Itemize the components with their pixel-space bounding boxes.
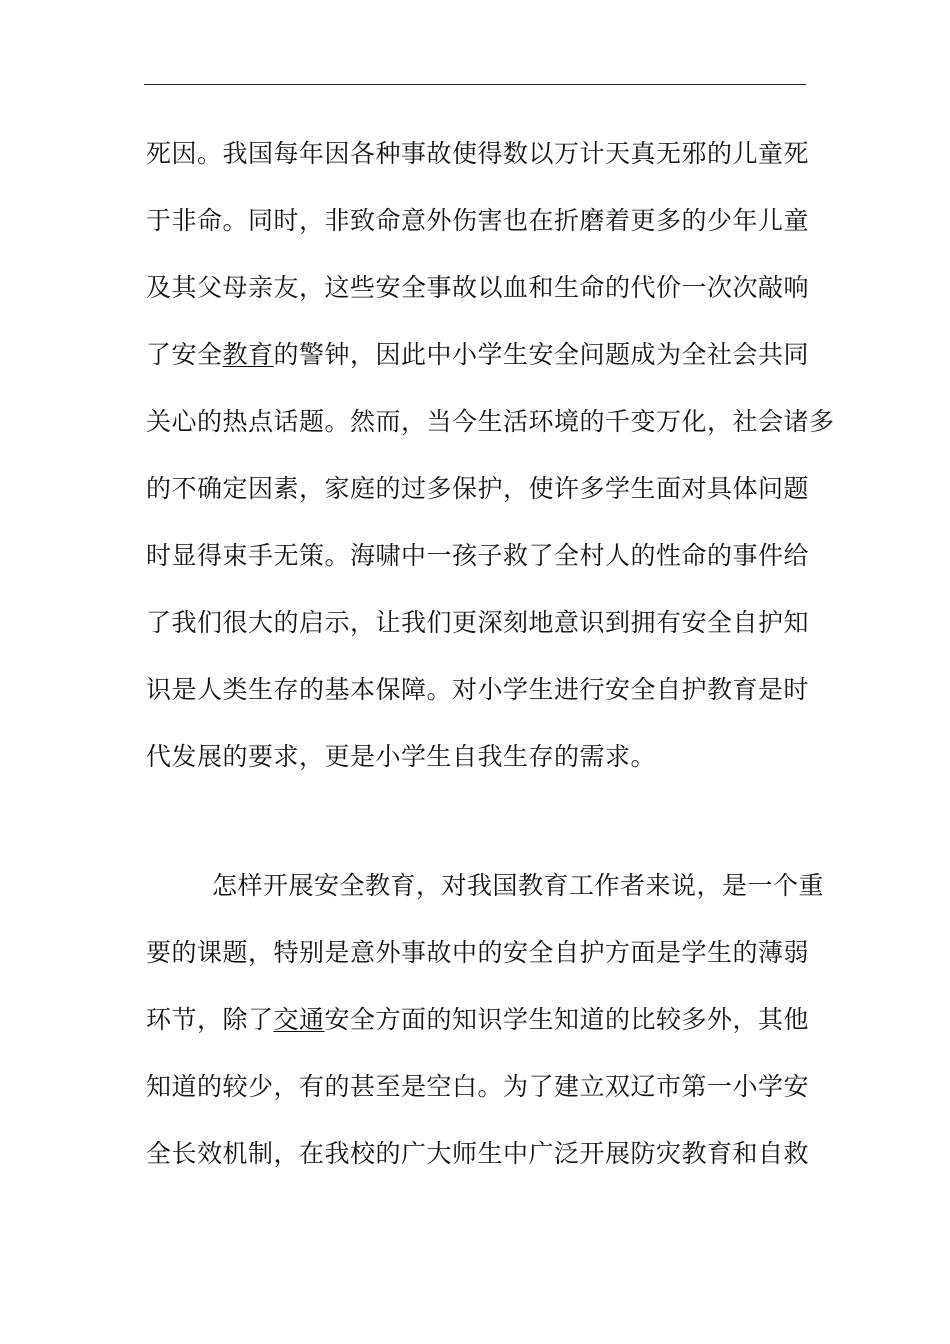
paragraph-line [146,536,808,576]
paragraph-line [146,335,808,375]
text-run: 环节，除了 [146,1005,274,1034]
text-run: 了我们很大的启示，让我们更深刻地意识到拥有安全自护知 [146,608,810,637]
paragraph-line [146,1134,808,1174]
paragraph-line [146,201,808,241]
text-run: 死因。我国每年因各种事故使得数以万计天真无邪的儿童死 [146,139,810,168]
text-run: 于非命。同时，非致命意外伤害也在折磨着更多的少年儿童 [146,206,810,235]
text-run: 及其父母亲友，这些安全事故以血和生命的代价一次次敲响 [146,273,810,302]
paragraph-line [146,1000,808,1040]
paragraph-line [146,402,835,442]
hyperlink-word[interactable]: 交通 [273,1005,325,1034]
text-run: 要的课题，特别是意外事故中的安全自护方面是学生的薄弱 [146,938,810,967]
text-run: 的不确定因素，家庭的过多保护，使许多学生面对具体问题 [146,474,810,503]
paragraph-line [146,469,808,509]
header-rule [144,84,806,85]
text-run: 关心的热点话题。然而，当今生活环境的千变万化，社会诸多 [146,407,835,436]
paragraph-line [146,134,808,174]
text-run: 知道的较少，有的甚至是空白。为了建立双辽市第一小学安 [146,1072,810,1101]
text-run: 时显得束手无策。海啸中一孩子救了全村人的性命的事件给 [146,541,810,570]
text-run: 识是人类生存的基本保障。对小学生进行安全自护教育是时 [146,675,810,704]
paragraph-line [146,1067,808,1107]
hyperlink-word[interactable]: 教育 [222,340,274,369]
text-run: 了安全 [146,340,223,369]
paragraph-line [212,866,825,906]
paragraph-line [146,670,808,710]
paragraph-line [146,268,808,308]
text-run: 安全方面的知识学生知道的比较多外，其他 [324,1005,810,1034]
text-run: 代发展的要求，更是小学生自我生存的需求。 [146,742,657,771]
text-run: 全长效机制，在我校的广大师生中广泛开展防灾教育和自救 [146,1139,810,1168]
text-run: 怎样开展安全教育，对我国教育工作者来说，是一个重 [212,871,825,900]
paragraph-line [146,737,808,777]
text-run: 的警钟，因此中小学生安全问题成为全社会共同 [273,340,810,369]
paragraph-line [146,933,808,973]
paragraph-line [146,603,808,643]
